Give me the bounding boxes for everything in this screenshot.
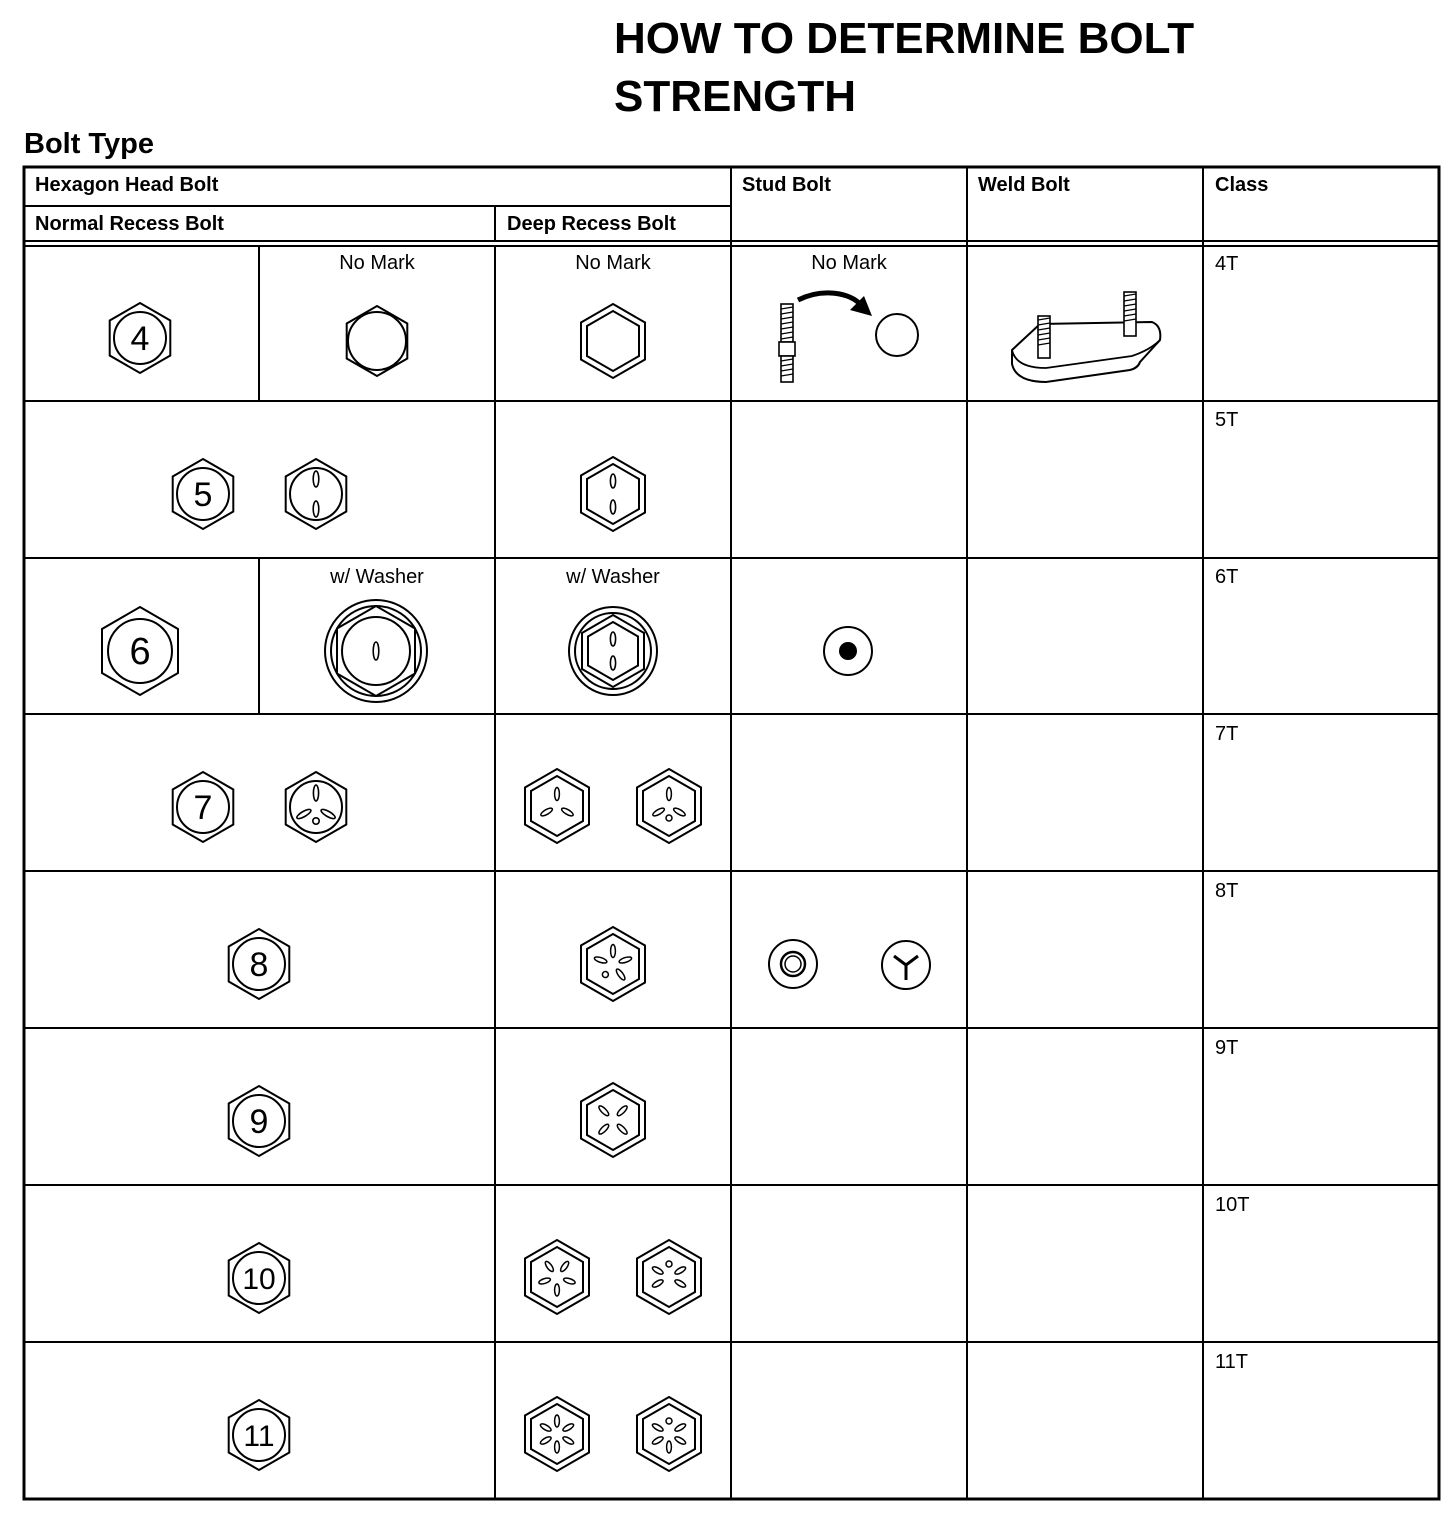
class-label-7t: 7T — [1215, 723, 1239, 745]
deep-recess-six-mark-icon — [637, 1397, 701, 1471]
stud-bolt-ring-mark-icon — [769, 940, 817, 988]
deep-recess-no-mark-icon — [581, 304, 645, 378]
note-no-mark-stud: No Mark — [811, 252, 887, 274]
head-number-11: 11 — [243, 1420, 275, 1453]
head-number-5: 5 — [193, 476, 213, 514]
note-with-washer-normal: w/ Washer — [330, 566, 424, 588]
deep-recess-washer-icon — [569, 607, 657, 695]
header-deep-recess-bolt: Deep Recess Bolt — [507, 213, 676, 235]
bolt-head-number-6-icon — [102, 607, 178, 695]
deep-recess-six-slot-icon — [525, 1397, 589, 1471]
bolt-head-no-mark-icon — [347, 306, 408, 376]
title-line-1: HOW TO DETERMINE BOLT — [614, 14, 1195, 63]
class-label-9t: 9T — [1215, 1037, 1239, 1059]
class-label-4t: 4T — [1215, 253, 1239, 275]
stud-bolt-y-mark-icon — [882, 941, 930, 989]
deep-recess-three-mark-icon — [637, 769, 701, 843]
bolt-head-washer-icon — [325, 600, 427, 702]
class-label-11t: 11T — [1215, 1351, 1248, 1373]
bolt-head-two-slot-icon — [286, 459, 347, 529]
bolt-head-number-9-icon — [229, 1086, 290, 1156]
header-weld-bolt: Weld Bolt — [978, 174, 1070, 196]
deep-recess-five-mark-icon — [637, 1240, 701, 1314]
bolt-head-three-mark-icon — [286, 772, 347, 842]
head-number-10: 10 — [242, 1263, 276, 1296]
bolt-head-number-10-icon — [229, 1243, 290, 1313]
bolt-head-number-5-icon — [173, 459, 234, 529]
head-number-8: 8 — [249, 946, 269, 984]
title-line-2: STRENGTH — [614, 72, 856, 121]
bolt-head-number-4-icon — [110, 303, 171, 373]
stud-bolt-dot-mark-icon — [824, 627, 872, 675]
note-with-washer-deep: w/ Washer — [566, 566, 660, 588]
class-label-5t: 5T — [1215, 409, 1239, 431]
class-label-10t: 10T — [1215, 1194, 1250, 1216]
head-number-6: 6 — [129, 631, 151, 673]
bolt-head-number-11-icon — [229, 1400, 290, 1470]
head-number-9: 9 — [249, 1103, 269, 1141]
head-number-7: 7 — [193, 789, 213, 827]
stud-bolt-no-mark-icon — [779, 293, 918, 382]
bolt-head-number-8-icon — [229, 929, 290, 999]
head-number-4: 4 — [130, 320, 150, 358]
header-class: Class — [1215, 174, 1269, 196]
section-heading: Bolt Type — [24, 128, 154, 160]
deep-recess-four-mark-icon — [581, 927, 645, 1001]
deep-recess-four-slot-icon — [581, 1083, 645, 1157]
header-normal-recess-bolt: Normal Recess Bolt — [35, 213, 224, 235]
class-label-8t: 8T — [1215, 880, 1239, 902]
note-no-mark-normal: No Mark — [339, 252, 415, 274]
bolt-head-number-7-icon — [173, 772, 234, 842]
deep-recess-three-slot-icon — [525, 769, 589, 843]
note-no-mark-deep: No Mark — [575, 252, 651, 274]
header-hexagon-head-bolt: Hexagon Head Bolt — [35, 174, 219, 196]
deep-recess-five-slot-icon — [525, 1240, 589, 1314]
deep-recess-two-slot-icon — [581, 457, 645, 531]
header-stud-bolt: Stud Bolt — [742, 174, 831, 196]
class-label-6t: 6T — [1215, 566, 1239, 588]
weld-bolt-plate-icon — [1012, 292, 1160, 382]
